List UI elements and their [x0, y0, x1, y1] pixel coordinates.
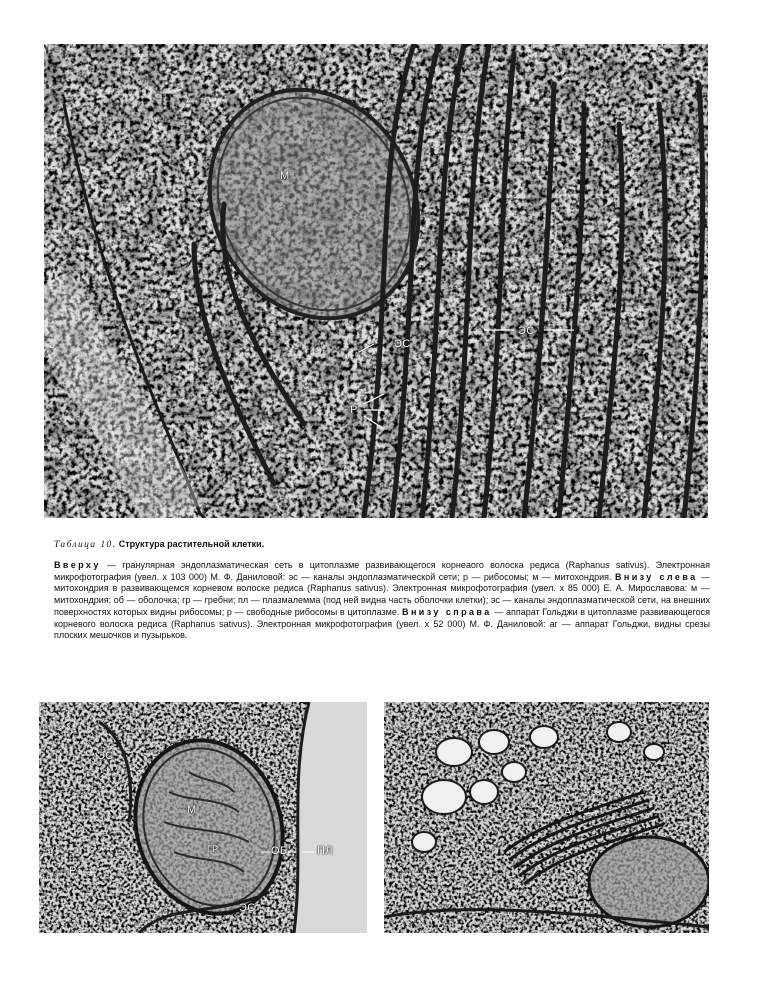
- caption-top-heading: Вверху: [54, 560, 101, 570]
- label-plasmalemma: ПЛ: [317, 845, 333, 857]
- micrograph-bottom-right-image: [384, 702, 709, 933]
- micrograph-top-er: [44, 44, 708, 518]
- label-mitochondrion-bl: М: [187, 804, 197, 816]
- label-envelope: ОБ: [271, 845, 288, 857]
- plate-heading: Структура растительной клетки.: [118, 539, 265, 549]
- label-er-left: ЭС: [394, 338, 411, 350]
- caption-br-text: — аппарат Гольджи в цитоплазме развивающегося корневого волоска редиса (Raphanus sativus). Электронная микрофотография (увел. х 52 000) М. Ф. Даниловой: аг — аппарат Гольджи, видны срезы плоских мешочков и пузырьков.: [54, 606, 711, 641]
- caption-bl-heading: Внизу слева: [614, 571, 698, 582]
- label-er-bottom: ЭС: [239, 902, 256, 914]
- micrograph-bottom-left-image: [39, 702, 367, 933]
- label-mitochondrion: М: [280, 170, 290, 182]
- label-er-right: ЭС: [518, 325, 535, 337]
- micrograph-bottom-right-golgi: [384, 702, 709, 933]
- micrograph-bottom-left-mitochondrion: [39, 702, 367, 933]
- micrograph-top-image: [44, 44, 708, 518]
- plate-title: [54, 539, 710, 550]
- label-golgi: АГ: [564, 806, 578, 818]
- label-er-top: ЭС: [97, 750, 114, 762]
- label-ribosomes: Р: [350, 404, 358, 416]
- label-cristae: ГР: [207, 844, 219, 854]
- caption-br-heading: Внизу справа: [402, 606, 492, 617]
- caption-top-text: — гранулярная эндоплазматическая сеть в цитоплазме развивающегося корнеаого волоска редиса (Raphanus sativus). Электронная микрофотография (увел. х 103 000) М. Ф. Даниловой: эс — каналы эндоплазматической сети; р — рибосомы; м — митохондрия.: [54, 560, 710, 582]
- caption-bl-text: — митохондрия в развивающемся корневом волоске редиса (Raphanus sativus). Электронная микрофотография (увел. х 85 000) Е. А. Мирославова: м — митохондрия; об — оболочка; гр — гребни; пл — плазмалемма (под ней видна часть оболочки клетки); эс — каналы эндоплазматической сети, на внешних поверхностях которых видны рибосомы; р — свободные рибосомы в цитоплазме.: [54, 571, 710, 617]
- figure-caption: [54, 560, 710, 642]
- plate-label: Таблица 10.: [54, 540, 117, 550]
- label-free-ribosomes: Р: [69, 865, 77, 877]
